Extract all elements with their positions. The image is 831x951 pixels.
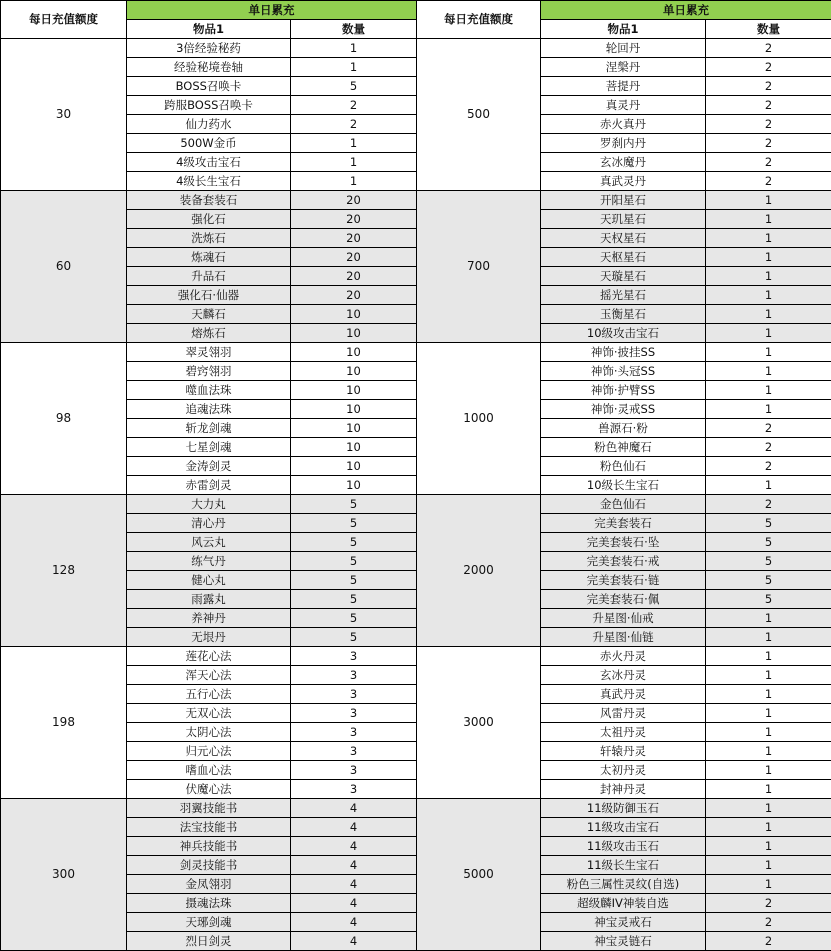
item-name-left: 追魂法珠 — [127, 400, 291, 419]
item-name-left: 五行心法 — [127, 685, 291, 704]
item-qty-right: 2 — [706, 495, 831, 514]
item-qty-right: 2 — [706, 457, 831, 476]
item-qty-left: 10 — [291, 381, 417, 400]
item-qty-right: 1 — [706, 875, 831, 894]
item-name-right: 完美套装石·佩 — [541, 590, 706, 609]
item-qty-right: 2 — [706, 419, 831, 438]
item-name-right: 封神丹灵 — [541, 780, 706, 799]
amount-cell-right: 5000 — [417, 799, 541, 951]
item-qty-right: 1 — [706, 647, 831, 666]
item-qty-right: 1 — [706, 343, 831, 362]
item-qty-left: 4 — [291, 799, 417, 818]
item-name-left: 金涛剑灵 — [127, 457, 291, 476]
item-name-left: 练气丹 — [127, 552, 291, 571]
item-name-left: 神兵技能书 — [127, 837, 291, 856]
item-name-right: 轩辕丹灵 — [541, 742, 706, 761]
item-name-right: 完美套装石 — [541, 514, 706, 533]
item-qty-left: 5 — [291, 495, 417, 514]
item-qty-left: 20 — [291, 229, 417, 248]
amount-cell-right: 500 — [417, 39, 541, 191]
item-qty-right: 2 — [706, 96, 831, 115]
item-name-right: 太初丹灵 — [541, 761, 706, 780]
item-qty-left: 4 — [291, 875, 417, 894]
item-name-left: 500W金币 — [127, 134, 291, 153]
item-name-right: 完美套装石·戒 — [541, 552, 706, 571]
item-qty-right: 1 — [706, 324, 831, 343]
item-qty-right: 2 — [706, 172, 831, 191]
item-qty-right: 2 — [706, 77, 831, 96]
item-name-left: 风云丸 — [127, 533, 291, 552]
item-name-right: 神宝灵链石 — [541, 932, 706, 951]
item-qty-left: 2 — [291, 96, 417, 115]
item-name-left: 装备套装石 — [127, 191, 291, 210]
item-name-left: 大力丸 — [127, 495, 291, 514]
item-qty-right: 1 — [706, 742, 831, 761]
item-qty-left: 4 — [291, 837, 417, 856]
item-name-right: 涅槃丹 — [541, 58, 706, 77]
item-name-left: 斩龙剑魂 — [127, 419, 291, 438]
item-qty-right: 2 — [706, 153, 831, 172]
item-qty-left: 3 — [291, 666, 417, 685]
item-name-right: 菩提丹 — [541, 77, 706, 96]
header-group-left: 单日累充 — [127, 1, 417, 20]
item-qty-right: 2 — [706, 58, 831, 77]
header-qty-left: 数量 — [291, 20, 417, 39]
item-name-left: 无双心法 — [127, 704, 291, 723]
amount-cell-left: 60 — [1, 191, 127, 343]
item-qty-left: 3 — [291, 647, 417, 666]
item-qty-right: 1 — [706, 761, 831, 780]
item-qty-left: 1 — [291, 39, 417, 58]
item-name-left: 跨服BOSS召唤卡 — [127, 96, 291, 115]
item-name-right: 赤火丹灵 — [541, 647, 706, 666]
item-name-left: 噬血法珠 — [127, 381, 291, 400]
item-qty-right: 1 — [706, 818, 831, 837]
item-qty-left: 10 — [291, 400, 417, 419]
amount-cell-left: 300 — [1, 799, 127, 951]
item-name-right: 真灵丹 — [541, 96, 706, 115]
item-qty-right: 1 — [706, 628, 831, 647]
item-name-right: 玄冰魔丹 — [541, 153, 706, 172]
item-name-right: 神饰·披挂SS — [541, 343, 706, 362]
item-qty-right: 1 — [706, 799, 831, 818]
item-qty-right: 2 — [706, 39, 831, 58]
amount-cell-left: 30 — [1, 39, 127, 191]
item-name-right: 玄冰丹灵 — [541, 666, 706, 685]
amount-cell-left: 128 — [1, 495, 127, 647]
item-name-right: 完美套装石·链 — [541, 571, 706, 590]
item-qty-left: 3 — [291, 742, 417, 761]
item-qty-left: 2 — [291, 115, 417, 134]
header-amount-right: 每日充值额度 — [417, 1, 541, 39]
item-name-right: 天璇星石 — [541, 267, 706, 286]
item-qty-right: 1 — [706, 723, 831, 742]
item-qty-right: 5 — [706, 514, 831, 533]
item-name-right: 赤火真丹 — [541, 115, 706, 134]
header-group-right: 单日累充 — [541, 1, 831, 20]
item-name-right: 粉色仙石 — [541, 457, 706, 476]
item-qty-right: 1 — [706, 609, 831, 628]
item-name-right: 天玑星石 — [541, 210, 706, 229]
item-name-left: 太阴心法 — [127, 723, 291, 742]
item-qty-right: 5 — [706, 571, 831, 590]
item-qty-right: 1 — [706, 666, 831, 685]
item-qty-left: 20 — [291, 210, 417, 229]
header-item-right: 物品1 — [541, 20, 706, 39]
table-row — [1, 191, 831, 210]
item-name-left: 无垠丹 — [127, 628, 291, 647]
item-qty-right: 2 — [706, 932, 831, 951]
table-row — [1, 647, 831, 666]
table-body — [1, 39, 831, 951]
item-qty-left: 1 — [291, 172, 417, 191]
item-qty-left: 4 — [291, 913, 417, 932]
item-qty-left: 4 — [291, 818, 417, 837]
item-qty-left: 3 — [291, 704, 417, 723]
table-row — [1, 495, 831, 514]
item-qty-left: 10 — [291, 343, 417, 362]
item-name-right: 11级攻击宝石 — [541, 818, 706, 837]
item-qty-left: 20 — [291, 191, 417, 210]
item-name-right: 完美套装石·坠 — [541, 533, 706, 552]
item-name-right: 超级麟IV神装自选 — [541, 894, 706, 913]
item-qty-left: 5 — [291, 609, 417, 628]
item-name-left: 嗜血心法 — [127, 761, 291, 780]
item-qty-left: 10 — [291, 457, 417, 476]
item-qty-left: 10 — [291, 362, 417, 381]
item-name-left: 4级长生宝石 — [127, 172, 291, 191]
item-name-left: 强化石·仙器 — [127, 286, 291, 305]
item-qty-left: 10 — [291, 305, 417, 324]
item-name-right: 粉色三属性灵纹(自选) — [541, 875, 706, 894]
item-name-left: 赤雷剑灵 — [127, 476, 291, 495]
item-name-left: 清心丹 — [127, 514, 291, 533]
item-name-right: 轮回丹 — [541, 39, 706, 58]
item-qty-left: 5 — [291, 552, 417, 571]
item-qty-left: 3 — [291, 723, 417, 742]
item-name-right: 玉衡星石 — [541, 305, 706, 324]
item-qty-left: 5 — [291, 77, 417, 96]
item-name-right: 11级长生宝石 — [541, 856, 706, 875]
item-name-right: 神饰·灵戒SS — [541, 400, 706, 419]
item-qty-left: 4 — [291, 932, 417, 951]
item-name-left: 3倍经验秘药 — [127, 39, 291, 58]
item-qty-left: 5 — [291, 514, 417, 533]
amount-cell-right: 3000 — [417, 647, 541, 799]
amount-cell-right: 1000 — [417, 343, 541, 495]
item-qty-left: 5 — [291, 590, 417, 609]
item-qty-right: 1 — [706, 685, 831, 704]
item-name-right: 升星图·仙链 — [541, 628, 706, 647]
item-name-left: 升品石 — [127, 267, 291, 286]
item-name-left: BOSS召唤卡 — [127, 77, 291, 96]
item-qty-right: 1 — [706, 210, 831, 229]
item-name-left: 归元心法 — [127, 742, 291, 761]
item-qty-right: 1 — [706, 780, 831, 799]
item-name-right: 开阳星石 — [541, 191, 706, 210]
item-name-left: 金凤翎羽 — [127, 875, 291, 894]
item-qty-left: 3 — [291, 685, 417, 704]
item-qty-right: 2 — [706, 913, 831, 932]
item-qty-left: 10 — [291, 476, 417, 495]
item-name-left: 法宝技能书 — [127, 818, 291, 837]
item-name-right: 升星图·仙戒 — [541, 609, 706, 628]
item-name-left: 炼魂石 — [127, 248, 291, 267]
item-qty-right: 1 — [706, 381, 831, 400]
item-qty-right: 1 — [706, 837, 831, 856]
item-qty-left: 20 — [291, 286, 417, 305]
item-name-right: 11级防御玉石 — [541, 799, 706, 818]
item-name-right: 神宝灵戒石 — [541, 913, 706, 932]
item-name-right: 10级长生宝石 — [541, 476, 706, 495]
item-name-right: 太祖丹灵 — [541, 723, 706, 742]
item-qty-right: 1 — [706, 476, 831, 495]
item-name-left: 养神丹 — [127, 609, 291, 628]
item-name-right: 神饰·头冠SS — [541, 362, 706, 381]
item-qty-left: 20 — [291, 248, 417, 267]
item-qty-left: 5 — [291, 571, 417, 590]
item-qty-left: 3 — [291, 761, 417, 780]
item-qty-left: 1 — [291, 134, 417, 153]
item-qty-left: 1 — [291, 58, 417, 77]
item-name-right: 天枢星石 — [541, 248, 706, 267]
item-qty-right: 2 — [706, 115, 831, 134]
item-name-right: 罗刹内丹 — [541, 134, 706, 153]
item-name-left: 雨露丸 — [127, 590, 291, 609]
item-name-left: 七星剑魂 — [127, 438, 291, 457]
header-item-left: 物品1 — [127, 20, 291, 39]
item-qty-right: 2 — [706, 894, 831, 913]
item-name-right: 风雷丹灵 — [541, 704, 706, 723]
item-name-left: 经验秘境卷轴 — [127, 58, 291, 77]
item-name-left: 摄魂法珠 — [127, 894, 291, 913]
item-qty-right: 2 — [706, 134, 831, 153]
item-name-right: 10级攻击宝石 — [541, 324, 706, 343]
item-qty-left: 3 — [291, 780, 417, 799]
item-qty-right: 1 — [706, 191, 831, 210]
item-qty-right: 5 — [706, 533, 831, 552]
item-name-left: 天麟石 — [127, 305, 291, 324]
amount-cell-left: 198 — [1, 647, 127, 799]
table-row — [1, 39, 831, 58]
item-name-left: 强化石 — [127, 210, 291, 229]
item-name-right: 兽源石·粉 — [541, 419, 706, 438]
item-name-right: 11级攻击玉石 — [541, 837, 706, 856]
item-name-left: 浑天心法 — [127, 666, 291, 685]
item-qty-right: 1 — [706, 267, 831, 286]
item-name-left: 健心丸 — [127, 571, 291, 590]
amount-cell-right: 700 — [417, 191, 541, 343]
item-qty-left: 4 — [291, 856, 417, 875]
item-qty-left: 10 — [291, 324, 417, 343]
item-qty-left: 10 — [291, 419, 417, 438]
item-name-left: 翠灵翎羽 — [127, 343, 291, 362]
amount-cell-right: 2000 — [417, 495, 541, 647]
item-name-right: 神饰·护臂SS — [541, 381, 706, 400]
item-qty-right: 2 — [706, 438, 831, 457]
item-qty-right: 1 — [706, 362, 831, 381]
item-qty-right: 5 — [706, 552, 831, 571]
item-name-left: 熔炼石 — [127, 324, 291, 343]
item-name-left: 4级攻击宝石 — [127, 153, 291, 172]
item-name-right: 天权星石 — [541, 229, 706, 248]
header-qty-right: 数量 — [706, 20, 831, 39]
item-qty-left: 4 — [291, 894, 417, 913]
item-qty-right: 1 — [706, 704, 831, 723]
item-qty-right: 5 — [706, 590, 831, 609]
table-row — [1, 799, 831, 818]
header-amount-left: 每日充值额度 — [1, 1, 127, 39]
item-qty-left: 5 — [291, 628, 417, 647]
item-qty-right: 1 — [706, 400, 831, 419]
item-name-left: 天琊剑魂 — [127, 913, 291, 932]
item-name-right: 真武丹灵 — [541, 685, 706, 704]
item-qty-left: 10 — [291, 438, 417, 457]
item-qty-left: 5 — [291, 533, 417, 552]
item-name-left: 剑灵技能书 — [127, 856, 291, 875]
item-name-left: 羽翼技能书 — [127, 799, 291, 818]
item-name-right: 真武灵丹 — [541, 172, 706, 191]
item-name-right: 金色仙石 — [541, 495, 706, 514]
item-name-left: 伏魔心法 — [127, 780, 291, 799]
amount-cell-left: 98 — [1, 343, 127, 495]
item-qty-left: 20 — [291, 267, 417, 286]
item-name-left: 莲花心法 — [127, 647, 291, 666]
item-qty-right: 1 — [706, 286, 831, 305]
item-name-left: 烈日剑灵 — [127, 932, 291, 951]
item-qty-right: 1 — [706, 248, 831, 267]
item-name-right: 粉色神魔石 — [541, 438, 706, 457]
item-name-right: 摇光星石 — [541, 286, 706, 305]
table-row — [1, 343, 831, 362]
item-qty-right: 1 — [706, 305, 831, 324]
item-qty-right: 1 — [706, 856, 831, 875]
item-name-left: 洗炼石 — [127, 229, 291, 248]
item-name-left: 仙力药水 — [127, 115, 291, 134]
item-qty-left: 1 — [291, 153, 417, 172]
item-name-left: 碧窍翎羽 — [127, 362, 291, 381]
item-qty-right: 1 — [706, 229, 831, 248]
